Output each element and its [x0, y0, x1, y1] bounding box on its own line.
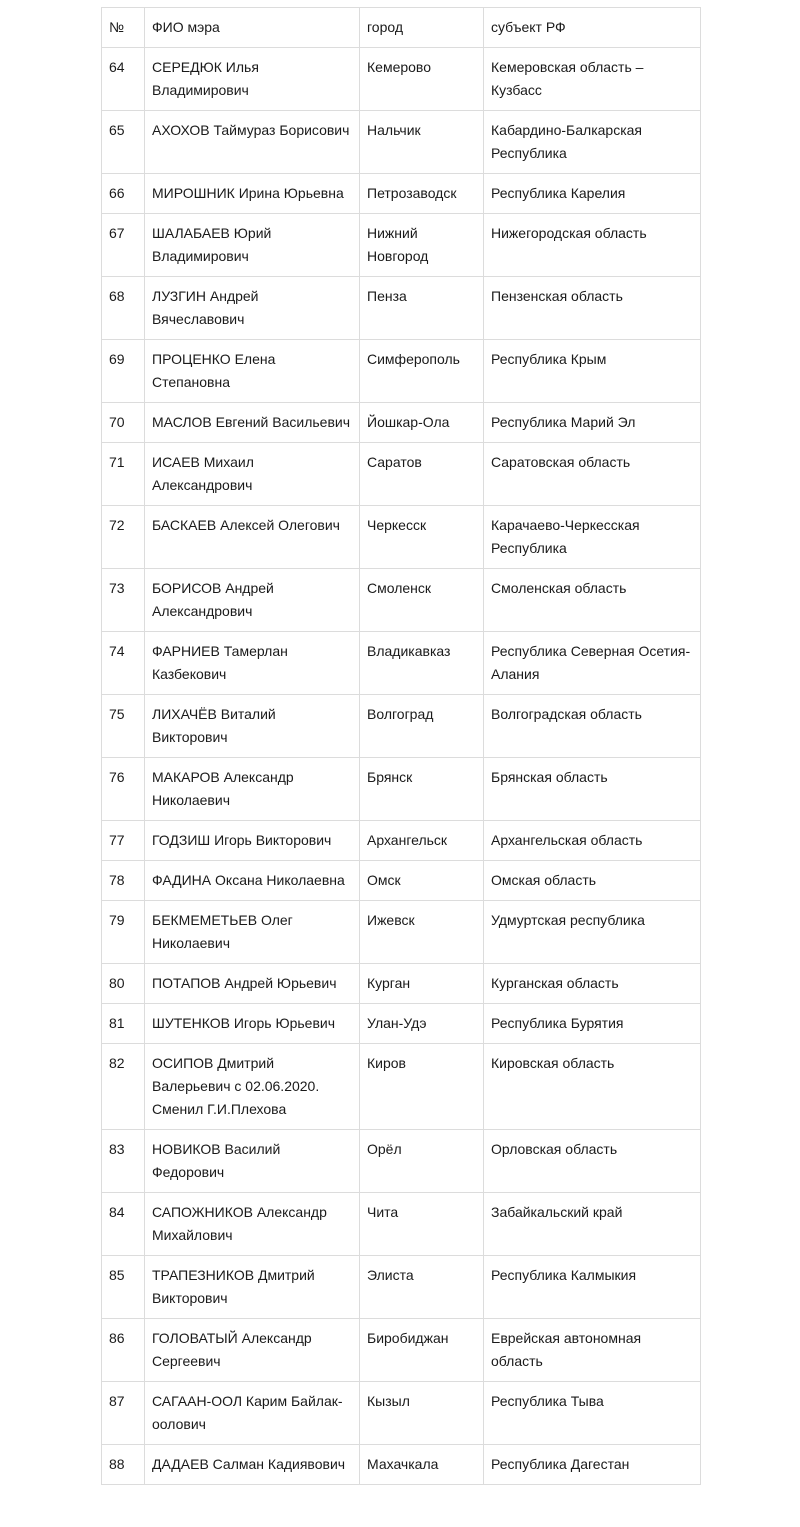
mayor-name: БЕКМЕМЕТЬЕВ Олег Николаевич: [145, 901, 360, 964]
city-name: Махачкала: [360, 1445, 484, 1485]
table-row: [102, 1193, 701, 1256]
mayor-name: ГОДЗИШ Игорь Викторович: [145, 821, 360, 861]
region-name: Забайкальский край: [484, 1193, 701, 1256]
city-name: Нальчик: [360, 111, 484, 174]
row-number: 74: [102, 632, 145, 695]
table-row: [102, 340, 701, 403]
region-name: Нижегородская область: [484, 214, 701, 277]
table-row: [102, 964, 701, 1004]
row-number: 75: [102, 695, 145, 758]
city-name: Симферополь: [360, 340, 484, 403]
region-name: Кировская область: [484, 1044, 701, 1130]
city-name: Чита: [360, 1193, 484, 1256]
table-row: [102, 695, 701, 758]
region-name: Смоленская область: [484, 569, 701, 632]
city-name: Улан-Удэ: [360, 1004, 484, 1044]
region-name: Архангельская область: [484, 821, 701, 861]
city-name: Биробиджан: [360, 1319, 484, 1382]
region-name: Волгоградская область: [484, 695, 701, 758]
region-name: Брянская область: [484, 758, 701, 821]
region-name: Омская область: [484, 861, 701, 901]
table-row: [102, 403, 701, 443]
mayor-name: ФАДИНА Оксана Николаевна: [145, 861, 360, 901]
mayor-name: ПОТАПОВ Андрей Юрьевич: [145, 964, 360, 1004]
table-row: [102, 214, 701, 277]
row-number: 88: [102, 1445, 145, 1485]
row-number: 83: [102, 1130, 145, 1193]
row-number: 72: [102, 506, 145, 569]
mayor-name: МИРОШНИК Ирина Юрьевна: [145, 174, 360, 214]
row-number: 80: [102, 964, 145, 1004]
table-row: [102, 861, 701, 901]
header-region: субъект РФ: [484, 8, 701, 48]
mayor-name: ЛИХАЧЁВ Виталий Викторович: [145, 695, 360, 758]
row-number: 70: [102, 403, 145, 443]
row-number: 84: [102, 1193, 145, 1256]
row-number: 85: [102, 1256, 145, 1319]
mayor-name: БОРИСОВ Андрей Александрович: [145, 569, 360, 632]
city-name: Элиста: [360, 1256, 484, 1319]
row-number: 73: [102, 569, 145, 632]
mayor-name: БАСКАЕВ Алексей Олегович: [145, 506, 360, 569]
mayor-name: ЛУЗГИН Андрей Вячеславович: [145, 277, 360, 340]
city-name: Смоленск: [360, 569, 484, 632]
row-number: 71: [102, 443, 145, 506]
city-name: Нижний Новгород: [360, 214, 484, 277]
table-row: [102, 174, 701, 214]
row-number: 82: [102, 1044, 145, 1130]
table-row: [102, 1382, 701, 1445]
region-name: Курганская область: [484, 964, 701, 1004]
city-name: Омск: [360, 861, 484, 901]
city-name: Владикавказ: [360, 632, 484, 695]
city-name: Кемерово: [360, 48, 484, 111]
city-name: Черкесск: [360, 506, 484, 569]
row-number: 66: [102, 174, 145, 214]
row-number: 81: [102, 1004, 145, 1044]
mayor-name: ШАЛАБАЕВ Юрий Владимирович: [145, 214, 360, 277]
table-row: [102, 1319, 701, 1382]
region-name: Республика Крым: [484, 340, 701, 403]
table-row: [102, 1130, 701, 1193]
table-row: [102, 758, 701, 821]
row-number: 78: [102, 861, 145, 901]
table-row: [102, 901, 701, 964]
mayor-name: ФАРНИЕВ Тамерлан Казбекович: [145, 632, 360, 695]
region-name: Еврейская автономная область: [484, 1319, 701, 1382]
region-name: Республика Бурятия: [484, 1004, 701, 1044]
city-name: Курган: [360, 964, 484, 1004]
row-number: 77: [102, 821, 145, 861]
row-number: 76: [102, 758, 145, 821]
city-name: Архангельск: [360, 821, 484, 861]
mayor-name: ДАДАЕВ Салман Кадиявович: [145, 1445, 360, 1485]
region-name: Саратовская область: [484, 443, 701, 506]
region-name: Удмуртская республика: [484, 901, 701, 964]
region-name: Кемеровская область – Кузбасс: [484, 48, 701, 111]
table-row: [102, 632, 701, 695]
mayor-name: СЕРЕДЮК Илья Владимирович: [145, 48, 360, 111]
table-row: [102, 569, 701, 632]
mayor-name: МАСЛОВ Евгений Васильевич: [145, 403, 360, 443]
header-number: №: [102, 8, 145, 48]
city-name: Волгоград: [360, 695, 484, 758]
table-row: [102, 821, 701, 861]
region-name: Республика Тыва: [484, 1382, 701, 1445]
region-name: Орловская область: [484, 1130, 701, 1193]
mayor-name: ИСАЕВ Михаил Александрович: [145, 443, 360, 506]
mayor-name: САПОЖНИКОВ Александр Михайлович: [145, 1193, 360, 1256]
city-name: Орёл: [360, 1130, 484, 1193]
region-name: Республика Марий Эл: [484, 403, 701, 443]
mayor-name: ГОЛОВАТЫЙ Александр Сергеевич: [145, 1319, 360, 1382]
table-row: [102, 111, 701, 174]
row-number: 64: [102, 48, 145, 111]
table-header-row: [102, 8, 701, 48]
city-name: Йошкар-Ола: [360, 403, 484, 443]
region-name: Республика Северная Осетия-Алания: [484, 632, 701, 695]
row-number: 65: [102, 111, 145, 174]
mayor-name: ПРОЦЕНКО Елена Степановна: [145, 340, 360, 403]
region-name: Пензенская область: [484, 277, 701, 340]
row-number: 68: [102, 277, 145, 340]
mayor-name: НОВИКОВ Василий Федорович: [145, 1130, 360, 1193]
mayor-name: САГААН-ООЛ Карим Байлак-оолович: [145, 1382, 360, 1445]
region-name: Республика Карелия: [484, 174, 701, 214]
row-number: 69: [102, 340, 145, 403]
city-name: Ижевск: [360, 901, 484, 964]
mayors-table: [101, 7, 701, 1485]
region-name: Республика Калмыкия: [484, 1256, 701, 1319]
city-name: Киров: [360, 1044, 484, 1130]
row-number: 87: [102, 1382, 145, 1445]
mayor-name: МАКАРОВ Александр Николаевич: [145, 758, 360, 821]
mayor-name: ТРАПЕЗНИКОВ Дмитрий Викторович: [145, 1256, 360, 1319]
city-name: Петрозаводск: [360, 174, 484, 214]
city-name: Брянск: [360, 758, 484, 821]
table-row: [102, 443, 701, 506]
mayor-name: ШУТЕНКОВ Игорь Юрьевич: [145, 1004, 360, 1044]
table-row: [102, 48, 701, 111]
table-row: [102, 1004, 701, 1044]
table-body: [102, 48, 701, 1485]
header-city: город: [360, 8, 484, 48]
mayor-name: ОСИПОВ Дмитрий Валерьевич с 02.06.2020. Сменил Г.И.Плехова: [145, 1044, 360, 1130]
table-row: [102, 1256, 701, 1319]
city-name: Саратов: [360, 443, 484, 506]
region-name: Республика Дагестан: [484, 1445, 701, 1485]
table-row: [102, 277, 701, 340]
table-row: [102, 1445, 701, 1485]
header-mayor-name: ФИО мэра: [145, 8, 360, 48]
row-number: 79: [102, 901, 145, 964]
row-number: 86: [102, 1319, 145, 1382]
mayor-name: АХОХОВ Таймураз Борисович: [145, 111, 360, 174]
table-row: [102, 1044, 701, 1130]
row-number: 67: [102, 214, 145, 277]
table-row: [102, 506, 701, 569]
region-name: Кабардино-Балкарская Республика: [484, 111, 701, 174]
region-name: Карачаево-Черкесская Республика: [484, 506, 701, 569]
city-name: Кызыл: [360, 1382, 484, 1445]
city-name: Пенза: [360, 277, 484, 340]
